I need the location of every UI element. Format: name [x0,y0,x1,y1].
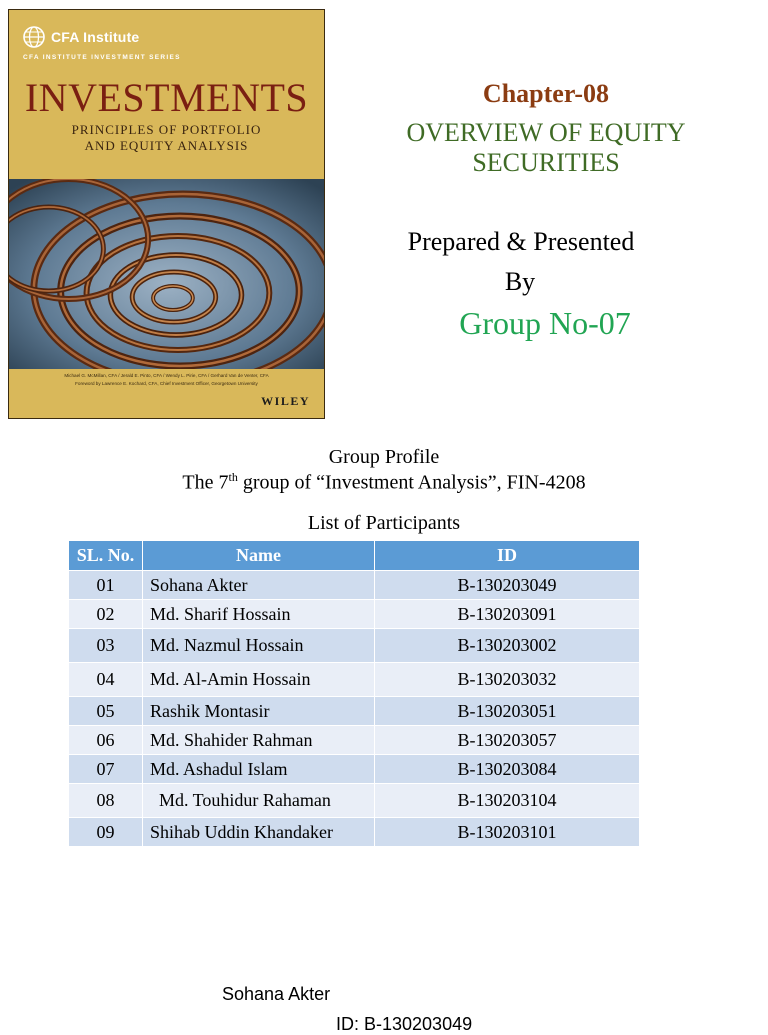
cell-id: B-130203084 [375,755,640,784]
chapter-heading: Chapter-08 [482,79,610,108]
cover-series: CFA INSTITUTE INVESTMENT SERIES [23,54,181,61]
table-row [69,600,640,629]
cell-id: B-130203032 [375,663,640,697]
cell-sl: 07 [69,755,143,784]
cell-sl: 09 [69,818,143,847]
cover-subtitle-line2: AND EQUITY ANALYSIS [84,138,249,153]
table-row [69,663,640,697]
cover-authors-line1: Michael G. McMillan, CFA / Jerald E. Pinto, CFA / Wendy L. Pirie, CFA / Gerhard Van de Venter, CFA [64,373,269,378]
cell-name: Md. Shahider Rahman [143,726,375,755]
header-sl-no: SL. No. [69,541,143,571]
book-cover-image [8,9,325,419]
prepared-text: Prepared & Presented [407,227,635,256]
group-number: Group No-07 [459,305,631,341]
cell-name: Shihab Uddin Khandaker [143,818,375,847]
cover-subtitle-line1: PRINCIPLES OF PORTFOLIO [71,122,262,137]
footer-id: ID: B-130203049 [336,1014,473,1034]
footer-name: Sohana Akter [222,984,331,1004]
cover-logo [23,26,139,48]
cell-name: Md. Al-Amin Hossain [143,663,375,697]
cell-id: B-130203101 [375,818,640,847]
cover-title: INVESTMENTS [24,75,309,120]
cell-name: Rashik Montasir [143,697,375,726]
cell-name: Md. Sharif Hossain [143,600,375,629]
cover-authors [15,372,318,388]
table-row [69,726,640,755]
cell-sl: 06 [69,726,143,755]
group-profile-description [0,470,768,495]
table-header-row [69,541,640,571]
cover-artwork [9,179,324,369]
cell-sl: 01 [69,571,143,600]
group-profile-title: Group Profile [328,446,440,468]
cell-sl: 03 [69,629,143,663]
cell-name: Md. Ashadul Islam [143,755,375,784]
cfa-globe-icon [23,26,45,48]
profile-line-superscript: th [228,470,238,484]
cell-id: B-130203091 [375,600,640,629]
chapter-title-line1: OVERVIEW OF EQUITY [406,118,686,147]
header-name: Name [143,541,375,571]
cell-sl: 05 [69,697,143,726]
cell-sl: 04 [69,663,143,697]
table-row [69,784,640,818]
cover-publisher: WILEY [261,394,310,408]
table-row [69,755,640,784]
table-row [69,818,640,847]
cell-sl: 02 [69,600,143,629]
cell-name: Sohana Akter [143,571,375,600]
table-row [69,629,640,663]
cell-id: B-130203002 [375,629,640,663]
chapter-title-line2: SECURITIES [472,148,620,177]
profile-line-after: group of “Investment Analysis”, FIN-4208 [237,471,586,494]
cell-name: Md. Touhidur Rahaman [143,784,375,818]
table-row [69,697,640,726]
cell-id: B-130203104 [375,784,640,818]
by-text: By [504,267,536,296]
cover-authors-line2: Foreword by Lawrence E. Kochard, CFA, Chief Investment Officer, Georgetown University [75,381,258,386]
table-row [69,571,640,600]
cell-name: Md. Nazmul Hossain [143,629,375,663]
cell-id: B-130203051 [375,697,640,726]
participants-table [69,541,640,846]
header-id: ID [375,541,640,571]
cell-sl: 08 [69,784,143,818]
cover-brand: CFA Institute [51,29,140,45]
participants-list-title: List of Participants [307,512,461,534]
cell-id: B-130203057 [375,726,640,755]
chapter-title [380,118,712,178]
cell-id: B-130203049 [375,571,640,600]
cover-subtitle [9,122,324,154]
profile-line-before: The 7 [182,471,229,494]
